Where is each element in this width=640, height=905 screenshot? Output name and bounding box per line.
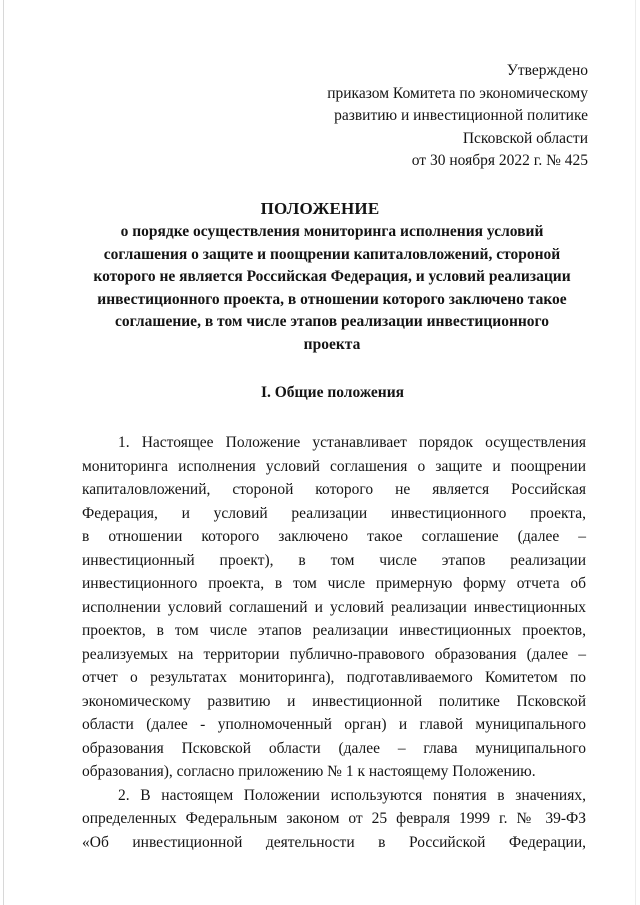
approval-line: Утверждено — [506, 62, 588, 79]
paragraph-1-line: мониторинга исполнения условий соглашения о защите и поощрении — [82, 457, 586, 475]
section-heading: I. Общие положения — [260, 384, 405, 401]
scan-edge-left — [3, 0, 4, 905]
paragraph-1-line: инвестиционного проекта, в том числе примерную форму отчета об — [82, 575, 586, 592]
approval-line: приказом Комитета по экономическому — [327, 84, 588, 102]
scan-edge-right — [635, 0, 636, 905]
approval-line: развитию и инвестиционной политике — [334, 107, 588, 124]
paragraph-1-line: экономическому развитию и инвестиционной политике Псковской — [82, 692, 586, 710]
paragraph-1-line: проектов, в том числе этапов реализации инвестиционных проектов, — [82, 622, 586, 639]
paragraph-1-line: отчет о результатах мониторинга), подготавливаемого Комитетом по — [82, 669, 586, 686]
subject-line: которого не является Российская Федерация, и условий реализации — [93, 268, 571, 285]
paragraph-1-line: в отношении которого заключено такое соглашение (далее – — [82, 528, 586, 545]
document-type-heading: ПОЛОЖЕНИЕ — [260, 199, 380, 218]
subject-line: проекта — [303, 335, 361, 353]
paragraph-1-line: 1. Настоящее Положение устанавливает порядок осуществления — [118, 434, 586, 451]
subject-line: соглашение, в том числе этапов реализации инвестиционного — [115, 313, 549, 330]
subject-line: соглашения о защите и поощрении капиталовложений, стороной — [103, 245, 561, 263]
paragraph-1-line: инвестиционный проект), в том числе этапов реализации — [82, 551, 586, 569]
paragraph-1-line: исполнении условий соглашений и условий реализации инвестиционных — [82, 598, 586, 616]
paragraph-1-line: капиталовложений, стороной которого не является Российская — [82, 481, 586, 498]
approval-line: Псковской области — [462, 129, 588, 147]
paragraph-2-line: определенных Федеральным законом от 25 февраля 1999 г. № 39-ФЗ — [82, 810, 586, 827]
subject-line: о порядке осуществления мониторинга исполнения условий — [120, 223, 544, 240]
paragraph-2-line: «Об инвестиционной деятельности в Российской Федерации, — [82, 833, 586, 851]
paragraph-1-line: образования), согласно приложению № 1 к настоящему Положению. — [82, 763, 536, 780]
approval-line: от 30 ноября 2022 г. № 425 — [411, 152, 588, 169]
paragraph-1-line: области (далее - уполномоченный орган) и главой муниципального — [82, 716, 586, 733]
paragraph-1-line: реализуемых на территории публично-правового образования (далее – — [82, 645, 586, 663]
paragraph-2-line: 2. В настоящем Положении используются понятия в значениях, — [118, 786, 586, 804]
approval-stamp-block — [258, 60, 588, 173]
subject-line: инвестиционного проекта, в отношении которого заключено такое — [97, 290, 567, 308]
document-subject — [82, 221, 582, 356]
body-text — [82, 431, 586, 854]
paragraph-1-line: образования Псковской области (далее – глава муниципального — [82, 739, 586, 757]
paragraph-1-line: Федерация, и условий реализации инвестиционного проекта, — [82, 504, 586, 522]
